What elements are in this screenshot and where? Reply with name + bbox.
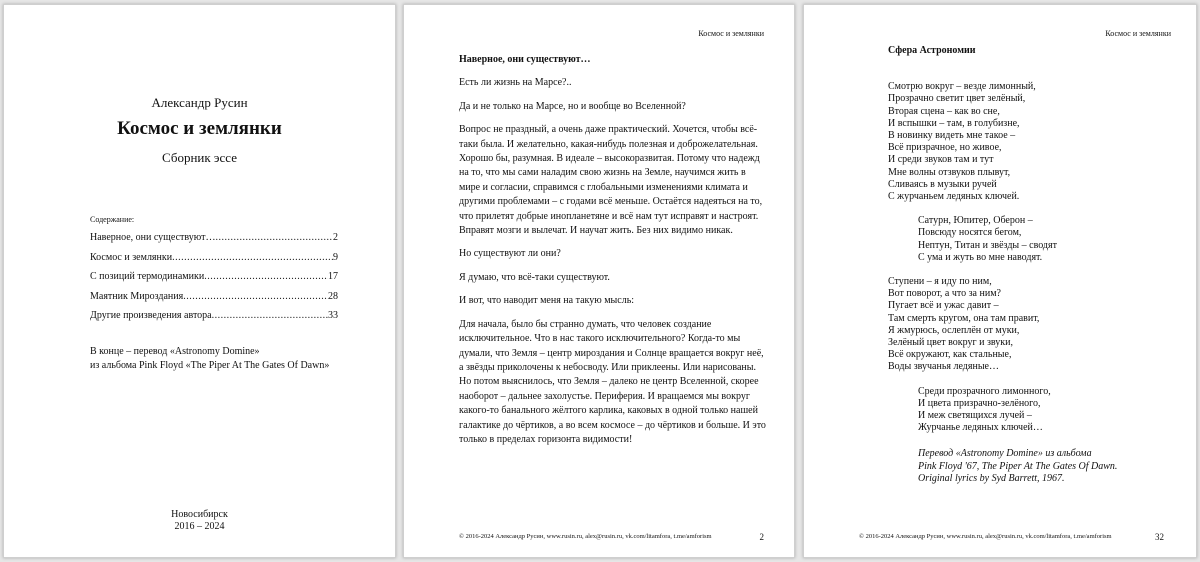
toc-entry[interactable] bbox=[90, 232, 338, 252]
toc-entry-label: Космос и землянки bbox=[90, 251, 173, 263]
essay-page bbox=[403, 4, 795, 558]
toc-entry-label: С позиций термодинамики bbox=[90, 271, 205, 282]
poem-page bbox=[803, 4, 1197, 558]
toc-entry[interactable] bbox=[90, 271, 338, 291]
paragraph: Я думаю, что всё-таки существуют. bbox=[459, 271, 610, 283]
paragraph: Да и не только на Марсе, но и вообще во Вселенной? bbox=[459, 100, 686, 112]
essay-heading: Наверное, они существуют… bbox=[459, 54, 591, 65]
verse-line: И цвета призрачно-зелёного, bbox=[918, 397, 1041, 409]
verse-line: Всё призрачное, но живое, bbox=[888, 142, 1002, 154]
translation-note-line: из альбома Pink Floyd «The Piper At The Gates Of Dawn» bbox=[90, 360, 330, 371]
verse-line: Сливаясь в музыки ручей bbox=[888, 178, 997, 190]
toc-entry[interactable] bbox=[90, 291, 338, 311]
toc-entry-label: Другие произведения автора bbox=[90, 310, 212, 321]
verse-line: Мне волны отзвуков плывут, bbox=[888, 166, 1011, 178]
book-title: Космос и землянки bbox=[117, 118, 282, 139]
paragraph: Есть ли жизнь на Марсе?.. bbox=[459, 77, 572, 89]
paragraph: И вот, что наводит меня на такую мысль: bbox=[459, 295, 635, 307]
paragraph: Вопрос не праздный, а очень даже практический. Хочется, чтобы всё-таки была. И желательно, какая-нибудь полезная и доброжелательная. Хорошо бы, разумная. В идеале – высокоразвитая. Потому что надежд на то, что мы сами наладим свою жизнь на Земле, научимся жить в мире и согласии, справимся с глобальными изменениями климата и другими проблемами – с годами всё меньше. Остаётся надеяться на то, что прилетят добрые инопланетяне и всё нам тут исправят и настроят. Вправят мозги и вылечат. И научат жить. Без них видимо никак. bbox=[459, 124, 763, 237]
toc-leader-dots bbox=[204, 271, 328, 282]
toc-entry-page: 33 bbox=[328, 310, 338, 321]
verse-line: С ума и жуть во мне наводят. bbox=[918, 251, 1043, 263]
contents-heading: Содержание: bbox=[90, 215, 135, 224]
stanza bbox=[888, 215, 1178, 264]
toc-leader-dots bbox=[215, 232, 333, 243]
toc-entry-page: 2 bbox=[333, 232, 338, 243]
credit-line: Pink Floyd '67, The Piper At The Gates Of Dawn. bbox=[918, 460, 1118, 472]
verse-line: Прозрачно светит цвет зелёный, bbox=[888, 93, 1026, 105]
stanza bbox=[888, 276, 1178, 374]
page-number: 32 bbox=[1155, 532, 1164, 542]
stanza bbox=[888, 81, 1178, 203]
verse-line: С журчаньем ледяных ключей. bbox=[888, 191, 1020, 203]
toc-entry-label: Наверное, они существуют… bbox=[90, 232, 216, 243]
verse-line: Воды звучанья ледяные… bbox=[888, 361, 999, 373]
verse-line: Всё окружают, как стальные, bbox=[888, 349, 1012, 361]
verse-line: Среди прозрачного лимонного, bbox=[918, 385, 1051, 397]
toc-entry[interactable] bbox=[90, 252, 338, 272]
running-header: Космос и землянки bbox=[698, 29, 764, 38]
verse-line: В новинку видеть мне такое – bbox=[888, 130, 1016, 142]
table-of-contents bbox=[90, 232, 338, 330]
verse-line: Нептун, Титан и звёзды – сводят bbox=[918, 239, 1057, 251]
verse-line: И среди звуков там и тут bbox=[888, 154, 994, 166]
verse-line: Повсюду носятся бегом, bbox=[918, 227, 1022, 239]
credit-line: Original lyrics by Syd Barrett, 1967. bbox=[918, 472, 1065, 484]
stanza bbox=[888, 386, 1178, 435]
publication-years: 2016 – 2024 bbox=[174, 521, 225, 532]
verse-line: Вот поворот, а что за ним? bbox=[888, 288, 1001, 300]
poem-body bbox=[888, 45, 1178, 485]
book-subtitle: Сборник эссе bbox=[162, 150, 237, 165]
running-header: Космос и землянки bbox=[1105, 29, 1171, 38]
verse-line: Там смерть кругом, она там правит, bbox=[888, 312, 1040, 324]
essay-body bbox=[459, 53, 769, 456]
verse-line: Журчанье ледяных ключей… bbox=[918, 422, 1043, 434]
toc-leader-dots bbox=[212, 310, 328, 321]
toc-entry[interactable] bbox=[90, 310, 338, 330]
title-page bbox=[3, 4, 396, 558]
page-footer: © 2016-2024 Александр Русин, www.rusin.ru, alex@rusin.ru, vk.com/litamfora, t.me/amforism bbox=[459, 533, 712, 540]
poem-heading: Сфера Астрономии bbox=[888, 45, 976, 56]
translation-credit bbox=[888, 448, 1178, 485]
verse-line: Я жмурюсь, ослеплён от муки, bbox=[888, 324, 1020, 336]
paragraph: Но существуют ли они? bbox=[459, 248, 561, 260]
toc-entry-page: 9 bbox=[333, 251, 338, 263]
credit-line: Перевод «Astronomy Domine» из альбома bbox=[918, 448, 1092, 460]
verse-line: И вспышки – там, в голубизне, bbox=[888, 117, 1020, 129]
toc-entry-label: Маятник Мироздания bbox=[90, 290, 184, 302]
verse-line: Сатурн, Юпитер, Оберон – bbox=[918, 215, 1033, 227]
author-name: Александр Русин bbox=[151, 95, 248, 110]
translation-note-line: В конце – перевод «Astronomy Domine» bbox=[90, 346, 260, 357]
verse-line: И меж светящихся лучей – bbox=[918, 410, 1032, 422]
toc-leader-dots bbox=[183, 291, 328, 302]
toc-leader-dots bbox=[172, 252, 333, 263]
verse-line: Ступени – я иду по ним, bbox=[888, 276, 992, 288]
verse-line: Вторая сцена – как во сне, bbox=[888, 105, 1000, 117]
page-number: 2 bbox=[759, 532, 764, 542]
translation-note bbox=[90, 345, 329, 373]
page-footer: © 2016-2024 Александр Русин, www.rusin.ru, alex@rusin.ru, vk.com/litamfora, t.me/amforism bbox=[859, 533, 1112, 540]
verse-line: Смотрю вокруг – везде лимонный, bbox=[888, 81, 1036, 93]
verse-line: Зелёный цвет вокруг и звуки, bbox=[888, 337, 1013, 349]
toc-entry-page: 17 bbox=[328, 271, 338, 282]
toc-entry-page: 28 bbox=[328, 290, 338, 302]
paragraph: Для начала, было бы странно думать, что человек создание исключительное. Что в нас такого исключительного? Когда-то мы думали, что Земля – центр мироздания и Солнце вращается вокруг неё, а звёзды приколочены к небосводу. Или приклеены. Или нарисованы. Но потом выяснилось, что Земля – далеко не центр Вселенной, скорее наоборот – дальнее захолустье. Периферия. И вращаемся мы вокруг какого-то банального жёлтого карлика, каковых в одной только нашей галактике до чёртиков, а во всем космосе – до чёртиков и больше. И это только в пределах горизонта видимости! bbox=[459, 318, 766, 445]
publication-city: Новосибирск bbox=[171, 509, 228, 520]
verse-line: Пугает всё и ужас давит – bbox=[888, 300, 999, 312]
